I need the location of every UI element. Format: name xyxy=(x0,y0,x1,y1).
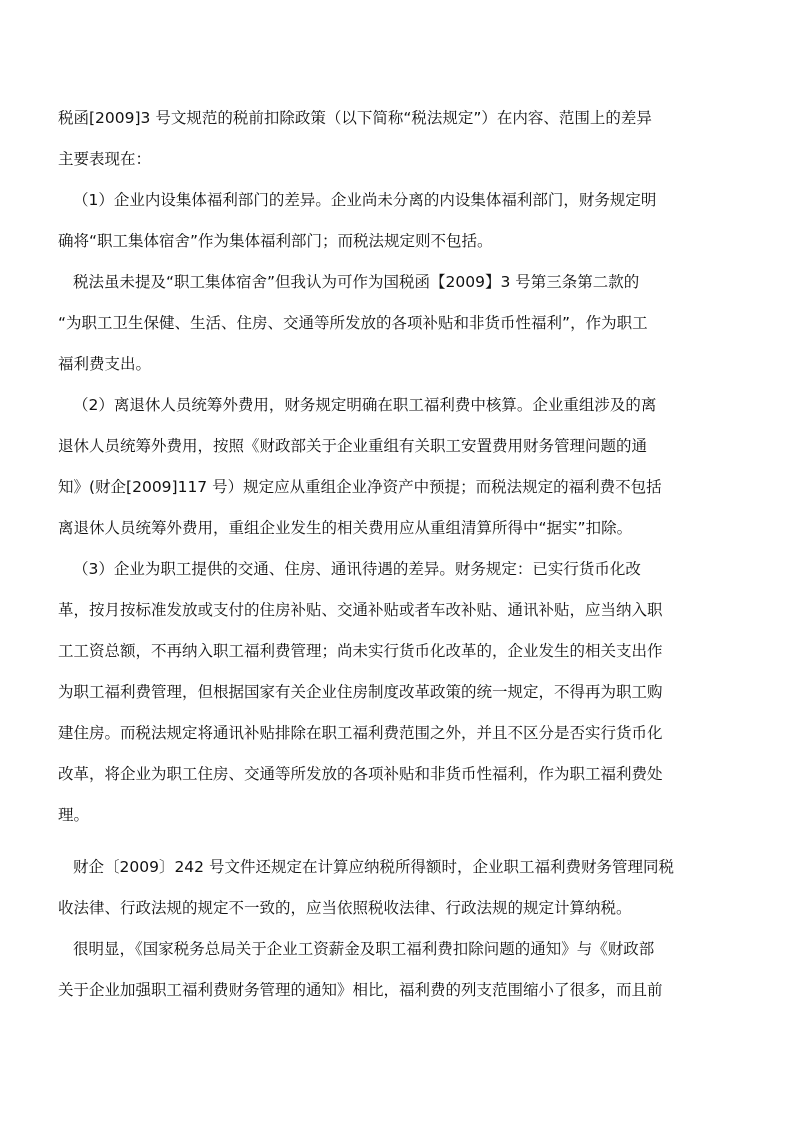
text-line: 确将“职工集体宿舍”作为集体福利部门；而税法规定则不包括。 xyxy=(58,232,493,250)
text-line: 建住房。而税法规定将通讯补贴排除在职工福利费范围之外，并且不区分是否实行货币化 xyxy=(58,724,663,742)
text-line: “为职工卫生保健、生活、住房、交通等所发放的各项补贴和非货币性福利”，作为职工 xyxy=(58,314,648,332)
text-line: 收法律、行政法规的规定不一致的，应当依照税收法律、行政法规的规定计算纳税。 xyxy=(58,899,632,917)
paragraph-5-line: 财企〔2009〕242 号文件还规定在计算应纳税所得额时，企业职工福利费财务管理同税 xyxy=(73,858,674,876)
paragraph-1-line: （1）企业内设集体福利部门的差异。企业尚未分离的内设集体福利部门，财务规定明 xyxy=(73,191,657,209)
text-line: 税函[2009]3 号文规范的税前扣除政策（以下简称“税法规定”）在内容、范围上的差异 xyxy=(58,109,652,127)
paragraph-3-line: （2）离退休人员统筹外费用，财务规定明确在职工福利费中核算。企业重组涉及的离 xyxy=(73,396,657,414)
text-line: 工工资总额，不再纳入职工福利费管理；尚未实行货币化改革的，企业发生的相关支出作 xyxy=(58,642,663,660)
text-line: 改革，将企业为职工住房、交通等所发放的各项补贴和非货币性福利，作为职工福利费处 xyxy=(58,765,663,783)
text-line: 理。 xyxy=(58,806,90,824)
text-line: 离退休人员统筹外费用，重组企业发生的相关费用应从重组清算所得中“据实”扣除。 xyxy=(58,519,633,537)
paragraph-4-line: （3）企业为职工提供的交通、住房、通讯待遇的差异。财务规定：已实行货币化改 xyxy=(73,560,641,578)
text-line: 关于企业加强职工福利费财务管理的通知》相比，福利费的列支范围缩小了很多，而且前 xyxy=(58,981,663,999)
text-line: 退休人员统筹外费用，按照《财政部关于企业重组有关职工安置费用财务管理问题的通 xyxy=(58,437,648,455)
text-line: 主要表现在： xyxy=(58,150,152,168)
text-line: 知》(财企[2009]117 号）规定应从重组企业净资产中预提；而税法规定的福利费不包括 xyxy=(58,478,662,496)
paragraph-2-line: 税法虽未提及“职工集体宿舍”但我认为可作为国税函【2009】3 号第三条第二款的 xyxy=(73,273,640,291)
text-line: 福利费支出。 xyxy=(58,355,152,373)
text-line: 革，按月按标准发放或支付的住房补贴、交通补贴或者车改补贴、通讯补贴，应当纳入职 xyxy=(58,601,663,619)
text-line: 为职工福利费管理，但根据国家有关企业住房制度改革政策的统一规定，不得再为职工购 xyxy=(58,683,663,701)
paragraph-6-line: 很明显，《国家税务总局关于企业工资薪金及职工福利费扣除问题的通知》与《财政部 xyxy=(73,940,655,958)
